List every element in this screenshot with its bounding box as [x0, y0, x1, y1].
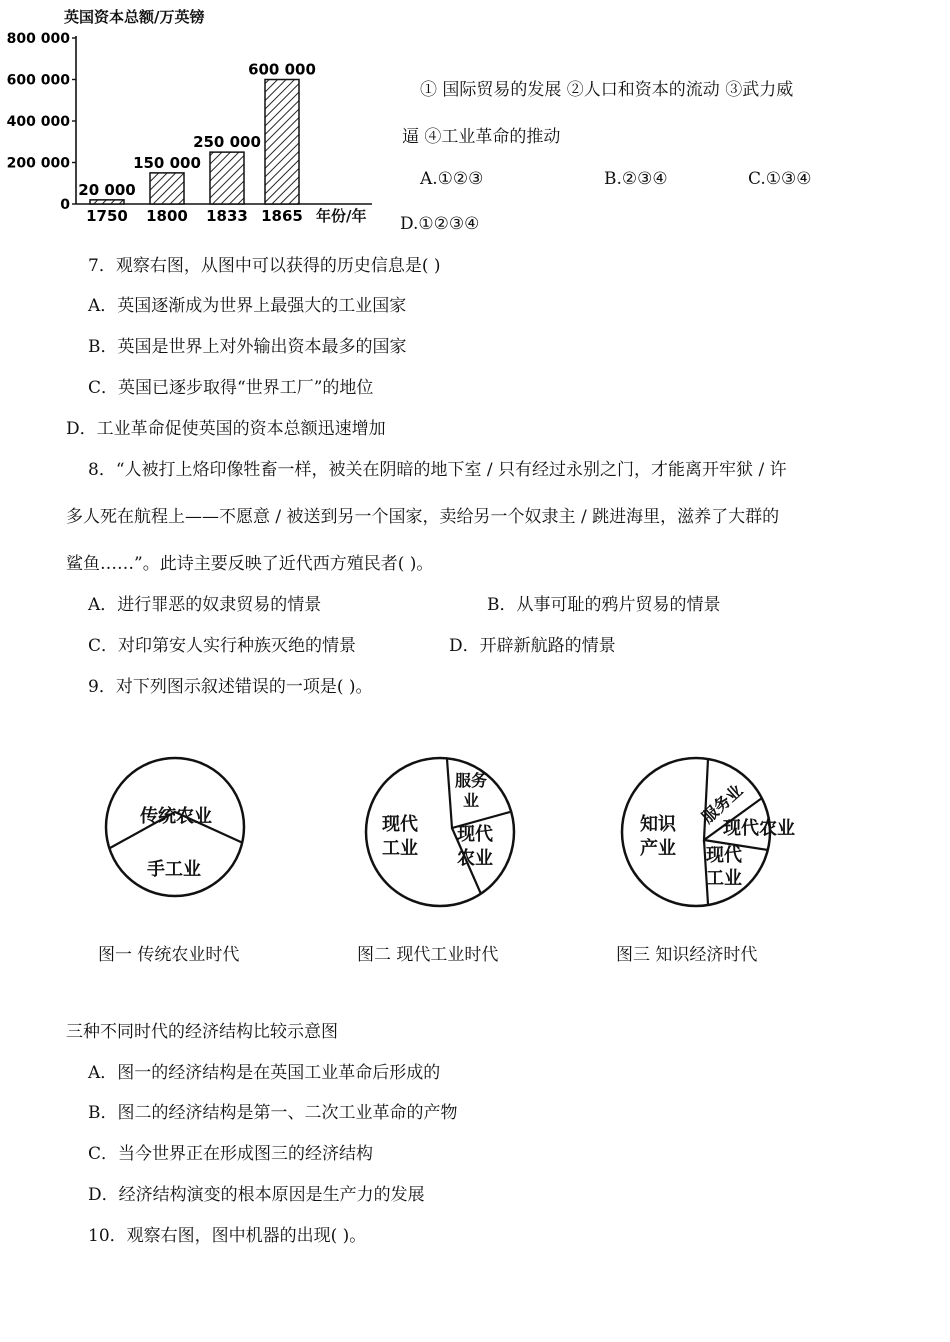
q9-stem: 9．对下列图示叙述错误的一项是( )。 [88, 677, 373, 697]
q7-option-d: D．工业革命促使英国的资本总额迅速增加 [66, 419, 386, 439]
pie1-label-agriculture: 传统农业 [140, 806, 212, 827]
capital-bar-chart [0, 0, 390, 240]
pie2-label-agri-2: 农业 [457, 848, 493, 869]
q9-option-d: D．经济结构演变的根本原因是生产力的发展 [88, 1185, 425, 1205]
pie2-label-industry-2: 工业 [382, 838, 418, 859]
y-tick-label: 400 000 [6, 114, 70, 130]
x-tick-label: 1865 [261, 207, 303, 225]
q9-option-a: A．图一的经济结构是在英国工业革命后形成的 [88, 1063, 441, 1083]
pie2-caption: 图二 现代工业时代 [357, 945, 499, 965]
pie3-label-industry-1: 现代 [706, 845, 742, 866]
q10-stem: 10．观察右图，图中机器的出现( )。 [88, 1226, 367, 1246]
x-tick-label: 1800 [146, 207, 188, 225]
x-axis-label: 年份/年 [316, 207, 367, 225]
bar-value-label: 600 000 [248, 60, 316, 79]
pie3-label-service: 服务业 [697, 780, 747, 827]
q8-stem-line1: 8．“人被打上烙印像牲畜一样，被关在阴暗的地下室 / 只有经过永别之门，才能离开牢狱 / 许 [88, 460, 787, 480]
pie3-label-industry-2: 工业 [706, 868, 742, 889]
pie-traditional-agriculture [100, 752, 250, 906]
pie-knowledge-economy [616, 752, 816, 916]
q7-option-b: B．英国是世界上对外输出资本最多的国家 [88, 337, 407, 357]
pie3-label-agriculture: 现代农业 [723, 818, 795, 839]
bars [78, 61, 316, 205]
q8-option-b: B．从事可耻的鸦片贸易的情景 [487, 595, 721, 615]
q8-option-d: D．开辟新航路的情景 [449, 636, 616, 656]
y-tick-label: 200 000 [6, 155, 70, 172]
q8-option-c: C．对印第安人实行种族灭绝的情景 [88, 636, 357, 656]
pie3-label-knowledge-2: 产业 [640, 838, 676, 859]
q8-stem-line3: 鲨鱼……”。此诗主要反映了近代西方殖民者( )。 [66, 554, 434, 574]
q8-stem-line2: 多人死在航程上——不愿意 / 被送到另一个国家，卖给另一个奴隶主 / 跳进海里，滋养了大群的 [66, 507, 780, 527]
q6-choice-a: A.①②③ [420, 169, 484, 189]
bar-value-label: 20 000 [78, 180, 136, 199]
q9-option-b: B．图二的经济结构是第一、二次工业革命的产物 [88, 1103, 458, 1123]
y-tick-label: 0 [60, 197, 70, 213]
pie1-caption: 图一 传统农业时代 [98, 945, 240, 965]
q6-choice-d: D.①②③④ [400, 214, 480, 234]
y-ticks [7, 31, 76, 213]
pie1-label-handicraft: 手工业 [147, 859, 201, 880]
bar-value-label: 150 000 [133, 153, 201, 172]
y-tick-label: 800 000 [6, 31, 70, 47]
q9-option-c: C．当今世界正在形成图三的经济结构 [88, 1144, 374, 1164]
y-tick-label: 600 000 [6, 72, 70, 89]
x-ticks [86, 207, 303, 225]
q6-choice-b: B.②③④ [604, 169, 668, 189]
x-tick-label: 1750 [86, 207, 128, 225]
pie-modern-industry [360, 752, 520, 916]
pie2-label-service-1: 服务 [455, 771, 488, 790]
pie2-label-agri-1: 现代 [457, 824, 493, 845]
bar-value-label: 250 000 [193, 133, 261, 152]
pie3-caption: 图三 知识经济时代 [616, 945, 758, 965]
q8-option-a: A．进行罪恶的奴隶贸易的情景 [88, 595, 322, 615]
bar-1833 [210, 152, 244, 204]
pie2-label-service-2: 业 [463, 791, 480, 810]
chart-title: 英国资本总额/万英镑 [64, 8, 205, 26]
q9-figure-title: 三种不同时代的经济结构比较示意图 [66, 1022, 338, 1042]
q7-stem: 7．观察右图，从图中可以获得的历史信息是( ) [88, 256, 441, 276]
q6-options-line1: ① 国际贸易的发展 ②人口和资本的流动 ③武力威 [420, 80, 794, 100]
bar-1800 [150, 173, 184, 204]
q6-options-line2: 逼 ④工业革命的推动 [402, 127, 561, 147]
bar-1865 [265, 80, 299, 205]
pie2-label-industry-1: 现代 [382, 814, 418, 835]
bar-1750 [90, 200, 124, 204]
q7-option-a: A．英国逐渐成为世界上最强大的工业国家 [88, 296, 407, 316]
q7-option-c: C．英国已逐步取得“世界工厂”的地位 [88, 378, 374, 398]
x-tick-label: 1833 [206, 207, 248, 225]
q6-choice-c: C.①③④ [748, 169, 812, 189]
pie3-label-knowledge-1: 知识 [640, 814, 676, 835]
